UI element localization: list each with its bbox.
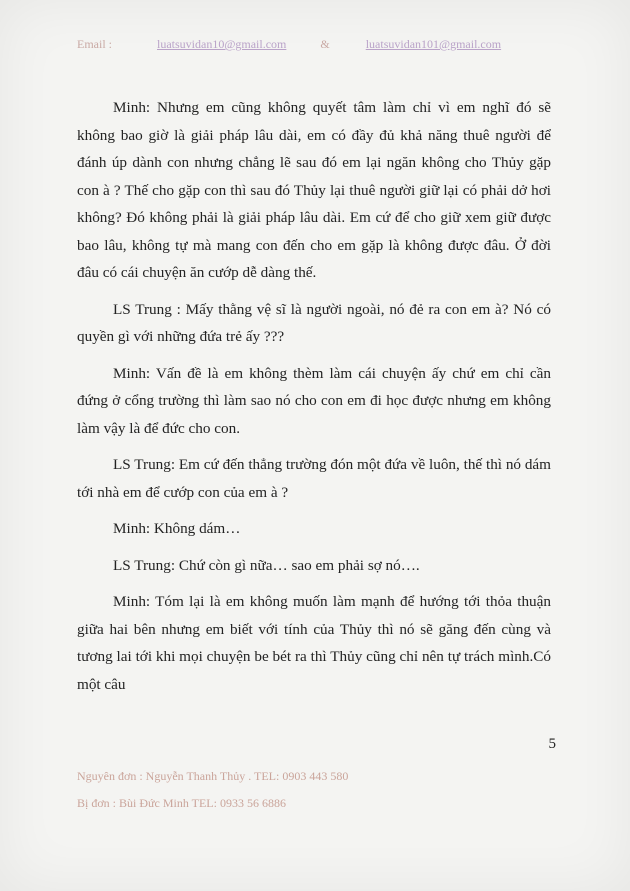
paragraph: Minh: Nhưng em cũng không quyết tâm làm chỉ vì em nghĩ đó sẽ không bao giờ là giải pháp lâu dài, em có đầy đủ khả năng thuê người để đánh úp dành con nhưng chẳng lẽ sau đó em lại ngăn không cho Thủy gặp con à ? Thế cho gặp con thì sau đó Thủy lại thuê người giữ lại có phải dở hơi không? Đó không phải là giải pháp lâu dài. Em cứ để cho giữ xem giữ được bao lâu, không tự mà mang con đến cho em gặp là không được đâu. Ở đời đâu có cái chuyện ăn cướp dễ dàng thế. [77, 99, 551, 281]
email-link-2[interactable]: luatsuvidan101@gmail.com [365, 37, 502, 51]
document-body [77, 94, 551, 698]
email-separator: & [320, 37, 330, 51]
paragraph: Minh: Vấn đề là em không thèm làm cái chuyện ấy chứ em chỉ cần đứng ở cổng trường thì làm sao nó cho con em đi học được nhưng em không làm vậy là để đức cho con. [77, 364, 551, 437]
page-number: 5 [548, 736, 556, 752]
paragraph: Minh: Không dám… [113, 520, 241, 537]
footer-plaintiff: Nguyên đơn : Nguyễn Thanh Thủy . TEL: 0903 443 580 [77, 769, 349, 783]
page-header [77, 37, 501, 52]
paragraph: LS Trung: Chứ còn gì nữa… sao em phải sợ nó…. [113, 556, 420, 574]
paragraph: LS Trung: Em cứ đến thẳng trường đón một đứa về luôn, thế thì nó dám tới nhà em để cướp con của em à ? [77, 456, 551, 501]
footer-defendant: Bị đơn : Bùi Đức Minh TEL: 0933 56 6886 [77, 796, 286, 810]
paragraph: Minh: Tóm lại là em không muốn làm mạnh để hướng tới thỏa thuận giữa hai bên nhưng em biết với tính của Thủy thì nó sẽ găng đến cùng và tương lai tới khi mọi chuyện be bét ra thì Thủy cũng chỉ nên tự trách mình.Có một câu [77, 593, 551, 693]
paragraph: LS Trung : Mấy thằng vệ sĩ là người ngoài, nó đẻ ra con em à? Nó có quyền gì với những đứa trẻ ấy ??? [77, 300, 551, 345]
email-label: Email : [77, 37, 112, 51]
email-link-1[interactable]: luatsuvidan10@gmail.com [157, 37, 287, 51]
